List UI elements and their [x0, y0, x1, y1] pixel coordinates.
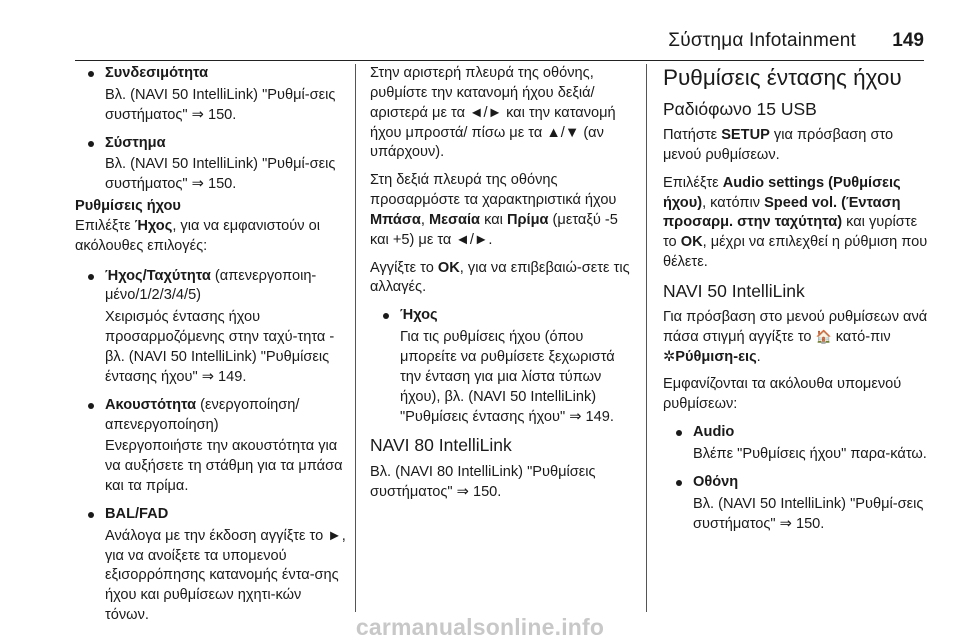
text-run: , για να εμφανιστούν οι ακόλουθες επιλογές: [75, 217, 320, 254]
section-heading: NAVI 80 IntelliLink [370, 435, 512, 456]
bullet-body [75, 86, 347, 126]
text-run-bold: Ήχος [134, 217, 173, 234]
paragraph [663, 308, 928, 368]
bullet-title: BAL/FAD [105, 505, 169, 522]
list-item [75, 267, 347, 307]
bullet-body [75, 155, 347, 195]
text-run: και γυρίστε το [663, 214, 918, 251]
text-run-bold: Audio settings (Ρυθμίσεις ήχου) [663, 174, 901, 211]
text-run: Επιλέξτε [75, 217, 135, 234]
bullet-text: Βλ. (NAVI 50 IntelliLink) "Ρυθμί-σεις συστήματος" ⇒ 150. [693, 495, 924, 532]
bullet-title: Συνδεσιμότητα [105, 65, 209, 81]
text-run: . [756, 348, 761, 365]
bullet-text: Ενεργοποιήστε την ακουστότητα για να αυξήσετε τη στάθμη για τα μπάσα και τα πρίμα. [105, 438, 343, 495]
text-run: , για να επιβεβαιώ-σετε τις αλλαγές. [370, 259, 630, 296]
bullet-title: Ακουστότητα [105, 396, 197, 413]
bullet-body [370, 328, 635, 427]
text-run-bold: OK [437, 259, 460, 276]
paragraph [370, 259, 635, 299]
text-run-bold: ✲Ρύθμιση-εις [663, 348, 757, 365]
page-header [0, 24, 960, 58]
text-run: κατό-πιν [831, 328, 891, 345]
text-run: Για πρόσβαση στο μενού ρυθμίσεων ανά πάσα στιγμή αγγίξτε το [663, 308, 928, 345]
bullet-body [75, 308, 347, 387]
bullet-body [663, 495, 928, 535]
paragraph: Εμφανίζονται τα ακόλουθα υπομενού ρυθμίσεων: [663, 376, 902, 413]
section-text [75, 217, 347, 257]
section-heading: NAVI 50 IntelliLink [663, 280, 805, 301]
list-item [663, 423, 928, 443]
home-icon: 🏠 [815, 328, 832, 344]
bullet-title-rest: (απενεργοποιη-μένο/1/2/3/4/5) [105, 267, 317, 304]
list-item [663, 473, 928, 493]
bullet-text: Χειρισμός έντασης ήχου προσαρμοζόμενης στην ταχύ-τητα - βλ. (NAVI 50 IntelliLink) "Ρυθμίσεις έντασης ήχου" ⇒ 149. [105, 309, 335, 385]
header-rule [75, 60, 924, 61]
text-run-bold: Speed vol. (Ένταση προσαρμ. στην ταχύτητα) [663, 194, 901, 231]
bullet-title: Οθόνη [693, 473, 739, 490]
header-title: Σύστημα Infotainment [668, 30, 856, 51]
main-heading: Ρυθμίσεις έντασης ήχου [663, 65, 902, 90]
text-run: Επιλέξτε [663, 174, 723, 191]
text-run: , μέχρι να επιλεχθεί η ρύθμιση που θέλετε. [663, 234, 928, 271]
text-run: , [420, 211, 429, 228]
text-run: , κατόπιν [702, 194, 765, 211]
list-item [75, 396, 347, 436]
text-run: Αγγίξτε το [370, 259, 438, 276]
bullet-title-rest: (ενεργοποίηση/ απενεργοποίηση) [105, 396, 300, 433]
column-2 [370, 64, 635, 511]
paragraph: Βλ. (NAVI 80 IntelliLink) "Ρυθμίσεις συστήματος" ⇒ 150. [370, 464, 596, 501]
list-item [75, 64, 347, 84]
section-heading: Ραδιόφωνο 15 USB [663, 99, 817, 119]
bullet-text: Για τις ρυθμίσεις ήχου (όπου μπορείτε να ρυθμίσετε ξεχωριστά την ένταση για μια λίστα τύπων ήχου), βλ. (NAVI 50 IntelliLink) "Ρυθμίσεις έντασης ήχου" ⇒ 149. [400, 329, 615, 425]
column-1 [75, 64, 347, 634]
text-run-bold: Μπάσα [370, 211, 421, 228]
bullet-text: Βλέπε "Ρυθμίσεις ήχου" παρα-κάτω. [693, 445, 927, 462]
page-number: 149 [892, 30, 924, 51]
paragraph [370, 171, 635, 250]
bullet-body [663, 445, 928, 465]
text-run: Πατήστε [663, 127, 722, 143]
bullet-title: Ήχος [400, 307, 438, 324]
text-run-bold: OK [680, 234, 703, 251]
column-divider-2 [646, 64, 647, 612]
bullet-text: Βλ. (NAVI 50 IntelliLink) "Ρυθμί-σεις συστήματος" ⇒ 150. [105, 86, 336, 123]
list-item [75, 505, 347, 525]
column-3 [663, 64, 928, 542]
bullet-title: Σύστημα [105, 134, 166, 151]
bullet-text: Βλ. (NAVI 50 IntelliLink) "Ρυθμί-σεις συστήματος" ⇒ 150. [105, 156, 336, 193]
text-run: (μεταξύ -5 και +5) με τα ◄/►. [370, 211, 618, 248]
watermark: carmanualsonline.info [355, 614, 605, 640]
paragraph [663, 126, 928, 166]
bullet-title: Ήχος/Ταχύτητα [105, 267, 211, 284]
text-run: και [480, 211, 507, 228]
list-item [370, 306, 635, 326]
paragraph: Στην αριστερή πλευρά της οθόνης, ρυθμίστε την κατανομή ήχου δεξιά/αριστερά με τα ◄/► και την κατανομή ήχου μπροστά/ πίσω με τα ▲/▼ (αν υπάρχουν). [370, 65, 616, 161]
section-heading: Ρυθμίσεις ήχου [75, 198, 181, 215]
text-run: για πρόσβαση στο μενού ρυθμίσεων. [663, 127, 894, 163]
bullet-body [75, 437, 347, 497]
text-run-bold: Μεσαία [428, 211, 481, 228]
bullet-text: Ανάλογα με την έκδοση αγγίξτε το ►, για να ανοίξετε τα υπομενού εξισορρόπησης κατανομής έντα-σης ήχου και ρυθμίσεων ηχητι-κών τόνων. [105, 527, 346, 624]
bullet-title: Audio [693, 424, 735, 441]
column-divider-1 [355, 64, 356, 612]
paragraph [663, 174, 928, 273]
text-run-bold: SETUP [721, 127, 770, 143]
text-run: Στη δεξιά πλευρά της οθόνης προσαρμόστε τα χαρακτηριστικά ήχου [370, 172, 617, 209]
list-item [75, 134, 347, 154]
text-run-bold: Πρίμα [506, 211, 549, 228]
